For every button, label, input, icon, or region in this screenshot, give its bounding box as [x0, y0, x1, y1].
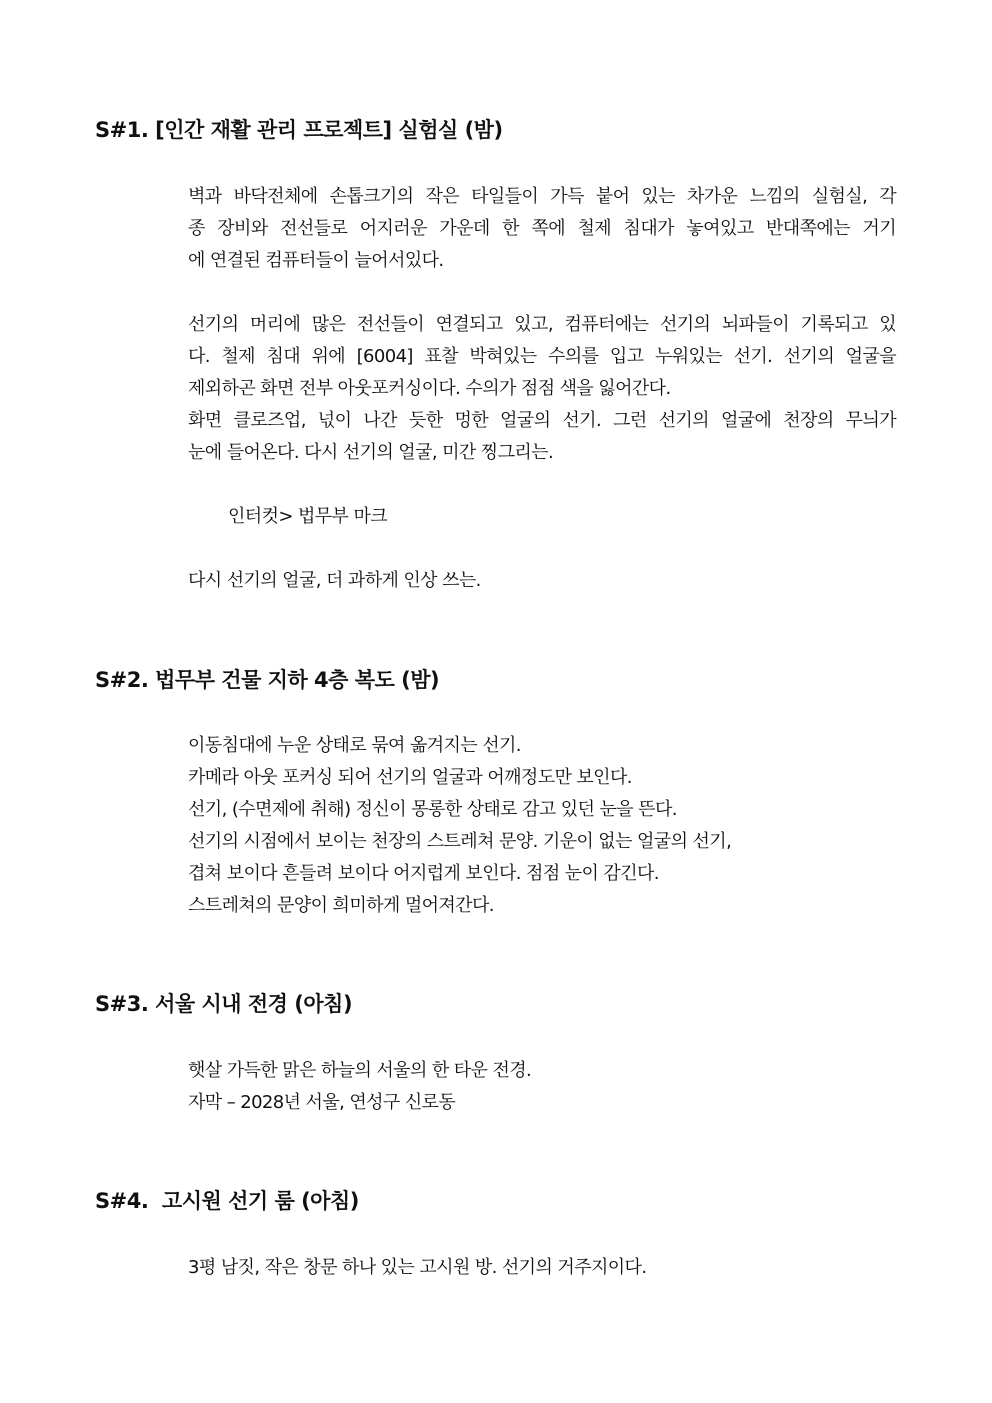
scene-2-line: 선기, (수면제에 취해) 정신이 몽롱한 상태로 감고 있던 눈을 뜬다.: [188, 799, 677, 820]
scene-3-line: 햇살 가득한 맑은 하늘의 서울의 한 타운 전경.: [188, 1060, 532, 1081]
scene-1-line: 종 장비와 전선들로 어지러운 가운데 한 쪽에 철제 침대가 놓여있고 반대쪽에는 거기: [188, 218, 896, 239]
scene-4-body: [188, 1252, 896, 1284]
scene-1-body: [188, 181, 896, 597]
scene-3-body: [188, 1055, 896, 1119]
scene-1-line: 벽과 바닥전체에 손톱크기의 작은 타일들이 가득 붙어 있는 차가운 느낌의 실험실, 각: [188, 186, 896, 207]
scene-2-line: 카메라 아웃 포커싱 되어 선기의 얼굴과 어깨정도만 보인다.: [188, 767, 632, 788]
scene-1-line: 눈에 들어온다. 다시 선기의 얼굴, 미간 찡그리는.: [188, 442, 554, 463]
scene-1-line: 다. 철제 침대 위에 [6004] 표찰 박혀있는 수의를 입고 누워있는 선기. 선기의 얼굴을: [188, 346, 896, 367]
scene-2-body: [188, 730, 896, 922]
intercut-line: 인터컷> 법무부 마크: [228, 506, 388, 527]
scene-1-line: 선기의 머리에 많은 전선들이 연결되고 있고, 컴퓨터에는 선기의 뇌파들이 기록되고 있: [188, 314, 896, 335]
scene-3-line: 자막 – 2028년 서울, 연성구 신로동: [188, 1092, 456, 1113]
scene-1-line: 다시 선기의 얼굴, 더 과하게 인상 쓰는.: [188, 570, 481, 591]
scene-1-line: 화면 클로즈업, 넋이 나간 듯한 멍한 얼굴의 선기. 그런 선기의 얼굴에 천장의 무늬가: [188, 410, 896, 431]
scene-2-line: 선기의 시점에서 보이는 천장의 스트레쳐 문양. 기운이 없는 얼굴의 선기,: [188, 831, 732, 852]
scene-2-line: 스트레쳐의 문양이 희미하게 멀어져간다.: [188, 895, 494, 916]
scene-1-line: 제외하곤 화면 전부 아웃포커싱이다. 수의가 점점 색을 잃어간다.: [188, 378, 671, 399]
scene-4-line: 3평 남짓, 작은 창문 하나 있는 고시원 방. 선기의 거주지이다.: [188, 1257, 647, 1278]
scene-1-line: 에 연결된 컴퓨터들이 늘어서있다.: [188, 250, 444, 271]
scene-3-heading: S#3. 서울 시내 전경 (아침): [95, 992, 353, 1016]
scene-1-heading: S#1. [인간 재활 관리 프로젝트] 실험실 (밤): [95, 118, 503, 142]
scene-4-heading: S#4. 고시원 선기 룸 (아침): [95, 1189, 359, 1213]
scene-2-line: 겹쳐 보이다 흔들려 보이다 어지럽게 보인다. 점점 눈이 감긴다.: [188, 863, 659, 884]
scene-2-line: 이동침대에 누운 상태로 묶여 옮겨지는 선기.: [188, 735, 521, 756]
scene-2-heading: S#2. 법무부 건물 지하 4층 복도 (밤): [95, 668, 440, 692]
